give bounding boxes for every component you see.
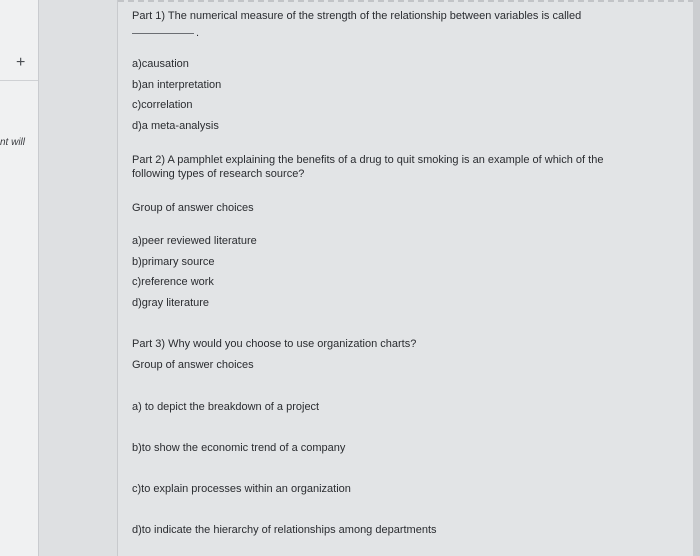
left-sidebar bbox=[0, 0, 39, 556]
question-panel bbox=[117, 0, 694, 556]
q1-option-a[interactable]: a)causation bbox=[132, 58, 189, 70]
q3-option-a[interactable]: a) to depict the breakdown of a project bbox=[132, 401, 320, 413]
q2-option-c[interactable]: c)reference work bbox=[132, 276, 214, 288]
q1-answer-blank[interactable] bbox=[132, 33, 194, 34]
right-edge bbox=[693, 0, 700, 556]
q2-option-a[interactable]: a)peer reviewed literature bbox=[132, 235, 257, 247]
q1-blank-end: . bbox=[196, 27, 200, 39]
q3-prompt: Part 3) Why would you choose to use organization charts? bbox=[132, 338, 417, 350]
q2-group-label: Group of answer choices bbox=[132, 202, 254, 214]
plus-icon[interactable]: + bbox=[16, 54, 26, 71]
q1-option-c[interactable]: c)correlation bbox=[132, 99, 193, 111]
q3-option-b[interactable]: b)to show the economic trend of a company bbox=[132, 442, 346, 454]
q1-option-b[interactable]: b)an interpretation bbox=[132, 79, 222, 91]
sidebar-note: nt will bbox=[0, 137, 26, 148]
gutter bbox=[39, 0, 117, 556]
q1-prompt: Part 1) The numerical measure of the strength of the relationship between variables is called bbox=[132, 10, 582, 22]
q2-option-b[interactable]: b)primary source bbox=[132, 256, 215, 268]
q3-group-label: Group of answer choices bbox=[132, 359, 254, 371]
q2-option-d[interactable]: d)gray literature bbox=[132, 297, 210, 309]
top-border bbox=[118, 0, 694, 5]
q2-prompt: Part 2) A pamphlet explaining the benefits of a drug to quit smoking is an example of which of the following types of research source? bbox=[132, 154, 604, 180]
q3-option-d[interactable]: d)to indicate the hierarchy of relationships among departments bbox=[132, 524, 437, 536]
sidebar-divider bbox=[0, 80, 38, 81]
q1-option-d[interactable]: d)a meta-analysis bbox=[132, 120, 219, 132]
q3-option-c[interactable]: c)to explain processes within an organization bbox=[132, 483, 351, 495]
